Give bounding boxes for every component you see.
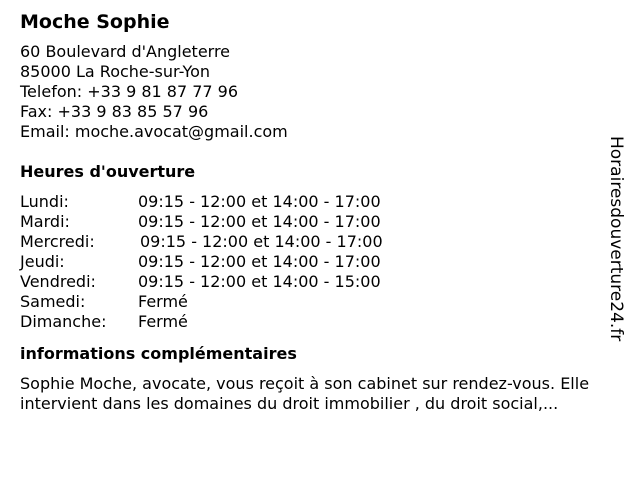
hours-row-sunday (20, 312, 632, 332)
contact-block (20, 42, 632, 142)
business-name: Moche Sophie (20, 11, 170, 33)
day-label: Mercredi: (20, 232, 95, 251)
hours-row-friday (20, 272, 632, 292)
fax-number: Fax: +33 9 83 85 57 96 (20, 102, 209, 121)
time-value: Fermé (138, 292, 188, 311)
opening-hours-table (20, 192, 632, 332)
hours-row-thursday (20, 252, 632, 272)
business-card (20, 10, 632, 414)
additional-info-text: Sophie Moche, avocate, vous reçoit à son cabinet sur rendez-vous. Elle intervient dans les domaines du droit immobilier , du droit social,... (20, 374, 590, 413)
time-value: Fermé (138, 312, 188, 331)
hours-row-monday (20, 192, 632, 212)
time-value: 09:15 - 12:00 et 14:00 - 17:00 (138, 252, 381, 271)
hours-row-wednesday (20, 232, 632, 252)
site-watermark: Horairesdouverture24.fr (606, 136, 626, 342)
time-value: 09:15 - 12:00 et 14:00 - 17:00 (140, 232, 383, 251)
hours-row-saturday (20, 292, 632, 312)
time-value: 09:15 - 12:00 et 14:00 - 15:00 (138, 272, 381, 291)
additional-info-heading: informations complémentaires (20, 344, 297, 363)
day-label: Lundi: (20, 192, 69, 211)
opening-hours-heading: Heures d'ouverture (20, 162, 196, 181)
time-value: 09:15 - 12:00 et 14:00 - 17:00 (138, 212, 381, 231)
phone-number[interactable]: Telefon: +33 9 81 87 77 96 (20, 82, 239, 101)
time-value: 09:15 - 12:00 et 14:00 - 17:00 (138, 192, 381, 211)
email-address[interactable]: Email: moche.avocat@gmail.com (20, 122, 288, 141)
day-label: Mardi: (20, 212, 70, 231)
day-label: Dimanche: (20, 312, 107, 331)
hours-row-tuesday (20, 212, 632, 232)
address-line-1: 60 Boulevard d'Angleterre (20, 42, 231, 61)
day-label: Samedi: (20, 292, 86, 311)
address-line-2: 85000 La Roche-sur-Yon (20, 62, 211, 81)
day-label: Vendredi: (20, 272, 96, 291)
day-label: Jeudi: (20, 252, 65, 271)
